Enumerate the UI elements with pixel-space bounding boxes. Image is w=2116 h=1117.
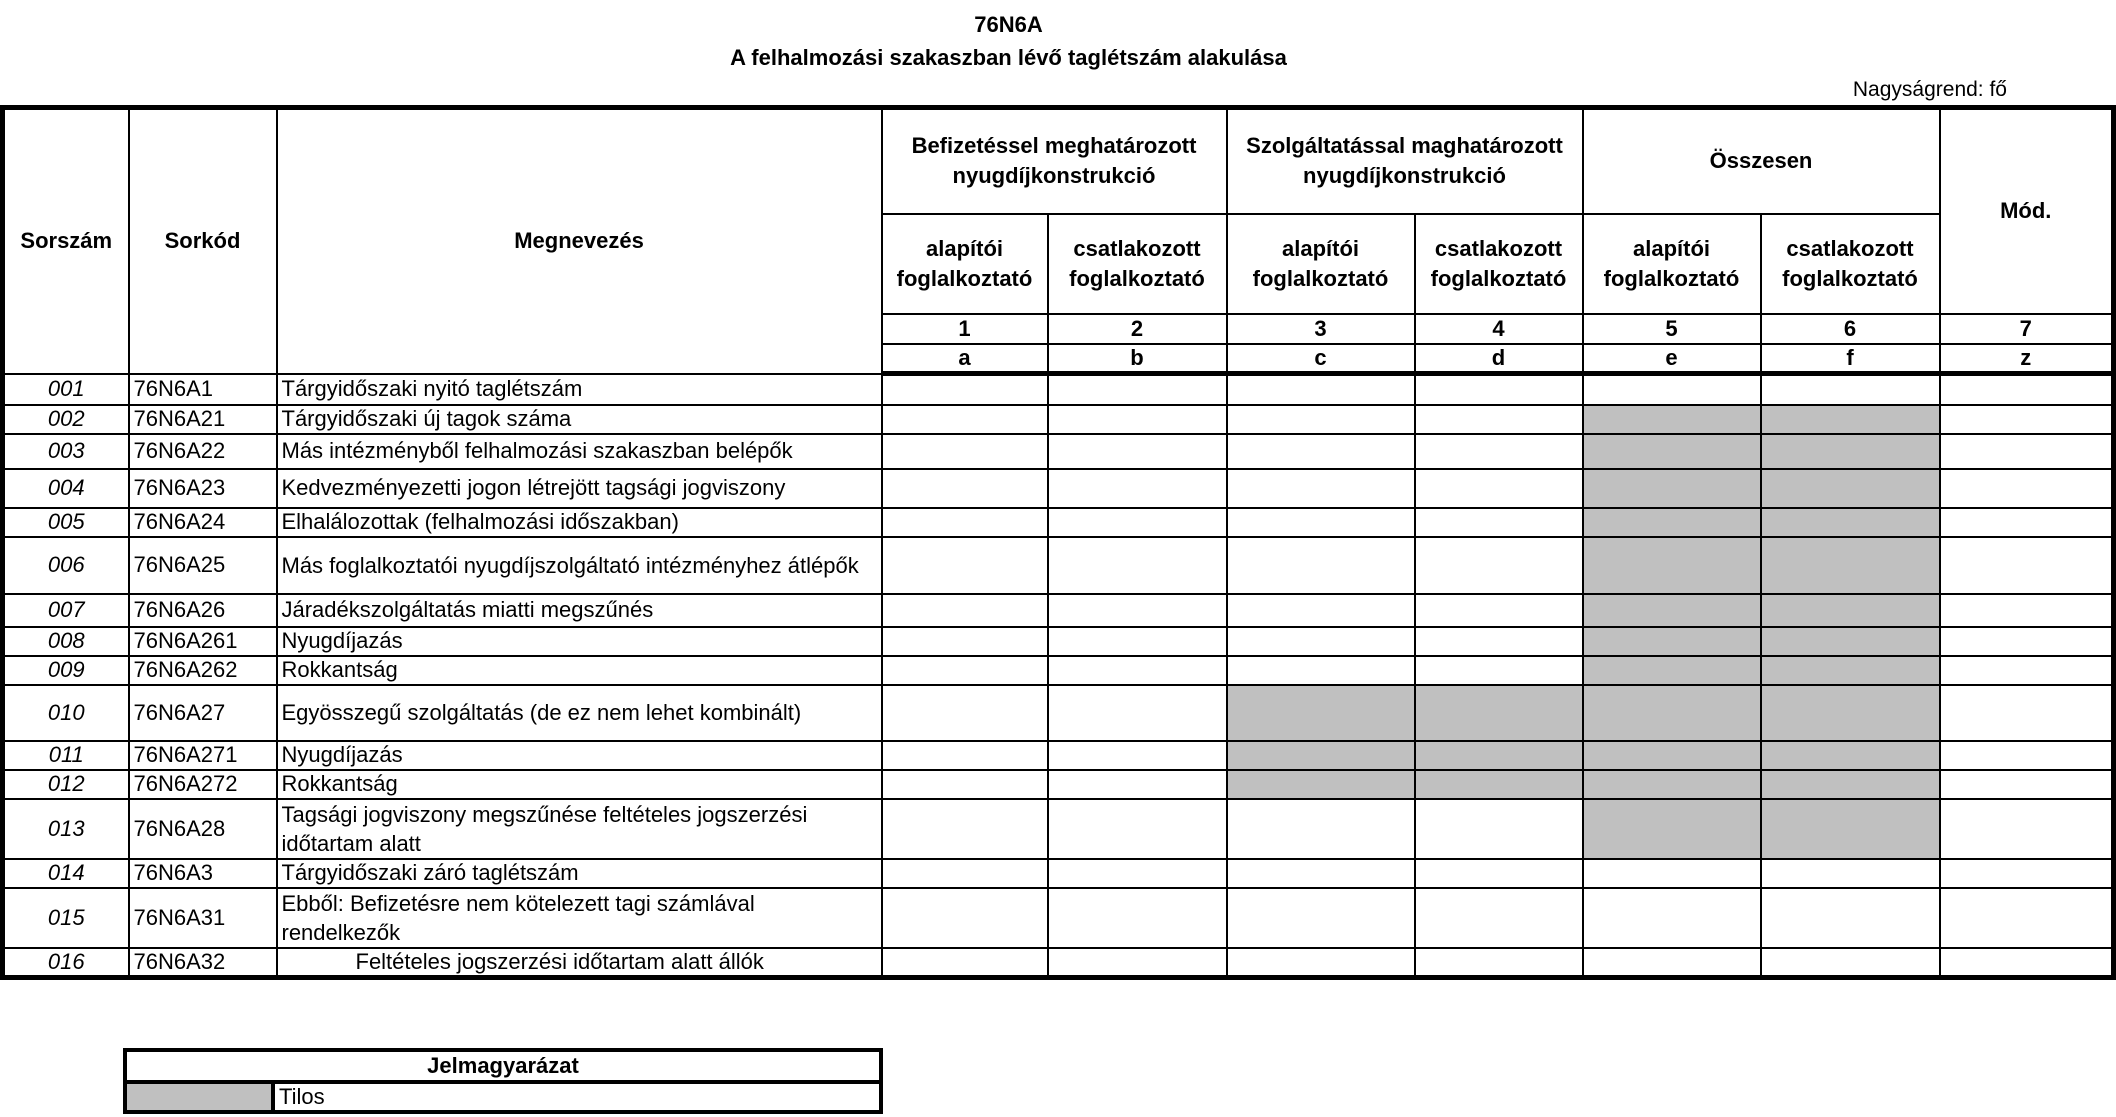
data-cell-a[interactable] — [882, 405, 1048, 434]
unit-label: Nagyságrend: fő — [1852, 78, 2007, 101]
col-sub-alapitoi-2: alapítói foglalkoztató — [1227, 214, 1415, 314]
data-cell-b[interactable] — [1048, 594, 1227, 627]
row-megnevezes: Kedvezményezetti jogon létrejött tagsági jogviszony — [277, 469, 882, 508]
data-cell-b[interactable] — [1048, 656, 1227, 685]
data-cell-c[interactable] — [1227, 537, 1415, 594]
data-cell-d[interactable] — [1415, 770, 1583, 799]
row-sorkod: 76N6A28 — [129, 799, 277, 859]
row-sorszam: 004 — [3, 469, 129, 508]
data-cell-e[interactable] — [1583, 537, 1761, 594]
row-sorkod: 76N6A31 — [129, 888, 277, 948]
data-cell-b[interactable] — [1048, 405, 1227, 434]
legend-title: Jelmagyarázat — [125, 1050, 881, 1082]
data-cell-a[interactable] — [882, 799, 1048, 859]
data-cell-c[interactable] — [1227, 594, 1415, 627]
data-cell-c[interactable] — [1227, 859, 1415, 888]
table-row — [3, 374, 2114, 405]
row-sorszam: 006 — [3, 537, 129, 594]
data-cell-f[interactable] — [1761, 770, 1940, 799]
data-cell-z[interactable] — [1940, 799, 2114, 859]
col-number: 2 — [1048, 314, 1227, 344]
row-sorszam: 002 — [3, 405, 129, 434]
row-sorkod: 76N6A271 — [129, 741, 277, 770]
data-cell-c[interactable] — [1227, 508, 1415, 537]
data-cell-f[interactable] — [1761, 741, 1940, 770]
data-cell-f[interactable] — [1761, 374, 1940, 405]
data-cell-a[interactable] — [882, 888, 1048, 948]
row-sorkod: 76N6A1 — [129, 374, 277, 405]
report-code: 76N6A — [974, 12, 1043, 37]
row-sorszam: 010 — [3, 685, 129, 741]
col-sub-csatlakozott-2: csatlakozott foglalkoztató — [1415, 214, 1583, 314]
data-cell-c[interactable] — [1227, 374, 1415, 405]
data-cell-a[interactable] — [882, 948, 1048, 978]
data-cell-e[interactable] — [1583, 434, 1761, 469]
table-row — [3, 799, 2114, 859]
data-cell-z[interactable] — [1940, 948, 2114, 978]
row-sorkod: 76N6A32 — [129, 948, 277, 978]
row-megnevezes: Járadékszolgáltatás miatti megszűnés — [277, 594, 882, 627]
row-sorszam: 011 — [3, 741, 129, 770]
col-header-megnevezes: Megnevezés — [277, 108, 882, 374]
data-cell-f[interactable] — [1761, 469, 1940, 508]
col-letter: f — [1761, 344, 1940, 374]
row-megnevezes: Tárgyidőszaki záró taglétszám — [277, 859, 882, 888]
data-cell-a[interactable] — [882, 656, 1048, 685]
col-letter: a — [882, 344, 1048, 374]
row-megnevezes: Rokkantság — [277, 656, 882, 685]
col-number: 5 — [1583, 314, 1761, 344]
table-row — [3, 434, 2114, 469]
col-number: 7 — [1940, 314, 2114, 344]
data-cell-a[interactable] — [882, 537, 1048, 594]
row-sorkod: 76N6A22 — [129, 434, 277, 469]
data-cell-d[interactable] — [1415, 508, 1583, 537]
table-row — [3, 859, 2114, 888]
table-row — [3, 948, 2114, 978]
data-cell-b[interactable] — [1048, 434, 1227, 469]
data-cell-d[interactable] — [1415, 374, 1583, 405]
col-sub-alapitoi-1: alapítói foglalkoztató — [882, 214, 1048, 314]
data-table — [0, 105, 2116, 980]
data-cell-e[interactable] — [1583, 859, 1761, 888]
col-header-sorkod: Sorkód — [129, 108, 277, 374]
data-cell-b[interactable] — [1048, 741, 1227, 770]
data-cell-d[interactable] — [1415, 434, 1583, 469]
data-cell-d[interactable] — [1415, 594, 1583, 627]
data-cell-a[interactable] — [882, 685, 1048, 741]
data-cell-f[interactable] — [1761, 594, 1940, 627]
row-sorszam: 009 — [3, 656, 129, 685]
data-cell-d[interactable] — [1415, 469, 1583, 508]
row-sorszam: 012 — [3, 770, 129, 799]
legend-table — [123, 1048, 883, 1114]
data-cell-b[interactable] — [1048, 627, 1227, 656]
col-number: 6 — [1761, 314, 1940, 344]
data-cell-d[interactable] — [1415, 537, 1583, 594]
data-cell-z[interactable] — [1940, 469, 2114, 508]
data-cell-f[interactable] — [1761, 685, 1940, 741]
col-letter: z — [1940, 344, 2114, 374]
data-cell-z[interactable] — [1940, 508, 2114, 537]
data-cell-d[interactable] — [1415, 685, 1583, 741]
table-row — [3, 469, 2114, 508]
table-row — [3, 770, 2114, 799]
data-cell-z[interactable] — [1940, 434, 2114, 469]
row-megnevezes: Egyösszegű szolgáltatás (de ez nem lehet kombinált) — [277, 685, 882, 741]
data-cell-e[interactable] — [1583, 656, 1761, 685]
data-cell-d[interactable] — [1415, 799, 1583, 859]
row-megnevezes: Tagsági jogviszony megszűnése feltételes jogszerzési időtartam alatt — [277, 799, 882, 859]
data-cell-a[interactable] — [882, 508, 1048, 537]
data-cell-c[interactable] — [1227, 770, 1415, 799]
row-sorszam: 015 — [3, 888, 129, 948]
data-cell-e[interactable] — [1583, 770, 1761, 799]
row-megnevezes: Rokkantság — [277, 770, 882, 799]
row-sorszam: 001 — [3, 374, 129, 405]
data-cell-f[interactable] — [1761, 405, 1940, 434]
row-sorkod: 76N6A261 — [129, 627, 277, 656]
col-letter: c — [1227, 344, 1415, 374]
col-sub-csatlakozott-3: csatlakozott foglalkoztató — [1761, 214, 1940, 314]
data-cell-e[interactable] — [1583, 508, 1761, 537]
col-letter: b — [1048, 344, 1227, 374]
data-cell-f[interactable] — [1761, 537, 1940, 594]
data-cell-c[interactable] — [1227, 888, 1415, 948]
row-sorkod: 76N6A26 — [129, 594, 277, 627]
row-sorszam: 013 — [3, 799, 129, 859]
data-cell-a[interactable] — [882, 434, 1048, 469]
data-cell-f[interactable] — [1761, 888, 1940, 948]
table-row — [3, 888, 2114, 948]
row-sorkod: 76N6A262 — [129, 656, 277, 685]
data-cell-e[interactable] — [1583, 627, 1761, 656]
col-number: 3 — [1227, 314, 1415, 344]
table-row — [3, 627, 2114, 656]
table-row — [3, 405, 2114, 434]
report-title: A felhalmozási szakaszban lévő taglétszám alakulása — [730, 45, 1287, 70]
data-cell-f[interactable] — [1761, 948, 1940, 978]
data-cell-c[interactable] — [1227, 656, 1415, 685]
data-cell-b[interactable] — [1048, 770, 1227, 799]
data-cell-z[interactable] — [1940, 594, 2114, 627]
col-number: 1 — [882, 314, 1048, 344]
data-cell-e[interactable] — [1583, 741, 1761, 770]
data-cell-d[interactable] — [1415, 656, 1583, 685]
data-cell-c[interactable] — [1227, 434, 1415, 469]
row-sorszam: 014 — [3, 859, 129, 888]
data-cell-e[interactable] — [1583, 799, 1761, 859]
row-sorkod: 76N6A3 — [129, 859, 277, 888]
table-row — [3, 741, 2114, 770]
row-sorszam: 005 — [3, 508, 129, 537]
data-cell-e[interactable] — [1583, 594, 1761, 627]
table-row — [3, 594, 2114, 627]
data-cell-e[interactable] — [1583, 374, 1761, 405]
data-cell-z[interactable] — [1940, 656, 2114, 685]
data-cell-c[interactable] — [1227, 405, 1415, 434]
data-cell-f[interactable] — [1761, 627, 1940, 656]
col-group-befizetessel: Befizetéssel meghatározott nyugdíjkonstrukció — [882, 108, 1227, 214]
table-row — [3, 537, 2114, 594]
data-cell-z[interactable] — [1940, 405, 2114, 434]
col-number: 4 — [1415, 314, 1583, 344]
row-sorkod: 76N6A23 — [129, 469, 277, 508]
data-cell-d[interactable] — [1415, 859, 1583, 888]
data-cell-f[interactable] — [1761, 434, 1940, 469]
data-cell-a[interactable] — [882, 627, 1048, 656]
data-cell-b[interactable] — [1048, 508, 1227, 537]
data-cell-z[interactable] — [1940, 374, 2114, 405]
table-row — [3, 656, 2114, 685]
data-cell-z[interactable] — [1940, 888, 2114, 948]
data-cell-z[interactable] — [1940, 537, 2114, 594]
data-cell-z[interactable] — [1940, 770, 2114, 799]
data-cell-e[interactable] — [1583, 405, 1761, 434]
col-group-szolgaltatassal: Szolgáltatással maghatározott nyugdíjkonstrukció — [1227, 108, 1583, 214]
col-group-osszesen: Összesen — [1583, 108, 1940, 214]
col-header-mod: Mód. — [1940, 108, 2114, 314]
row-megnevezes: Feltételes jogszerzési időtartam alatt állók — [277, 948, 882, 978]
data-cell-c[interactable] — [1227, 685, 1415, 741]
data-cell-z[interactable] — [1940, 627, 2114, 656]
data-cell-a[interactable] — [882, 859, 1048, 888]
row-sorszam: 008 — [3, 627, 129, 656]
legend-gray-swatch — [125, 1082, 273, 1112]
data-cell-e[interactable] — [1583, 469, 1761, 508]
data-cell-b[interactable] — [1048, 685, 1227, 741]
col-sub-csatlakozott-1: csatlakozott foglalkoztató — [1048, 214, 1227, 314]
data-cell-e[interactable] — [1583, 888, 1761, 948]
row-megnevezes: Nyugdíjazás — [277, 627, 882, 656]
data-cell-b[interactable] — [1048, 799, 1227, 859]
data-cell-a[interactable] — [882, 741, 1048, 770]
legend-gray-label: Tilos — [273, 1082, 881, 1112]
row-sorkod: 76N6A21 — [129, 405, 277, 434]
data-cell-f[interactable] — [1761, 859, 1940, 888]
data-cell-d[interactable] — [1415, 627, 1583, 656]
data-cell-c[interactable] — [1227, 469, 1415, 508]
data-cell-b[interactable] — [1048, 888, 1227, 948]
col-letter: e — [1583, 344, 1761, 374]
row-sorkod: 76N6A272 — [129, 770, 277, 799]
table-row — [3, 508, 2114, 537]
row-sorkod: 76N6A24 — [129, 508, 277, 537]
data-cell-f[interactable] — [1761, 656, 1940, 685]
col-header-sorszam: Sorszám — [3, 108, 129, 374]
row-megnevezes: Más foglalkoztatói nyugdíjszolgáltató intézményhez átlépők — [277, 537, 882, 594]
data-cell-b[interactable] — [1048, 859, 1227, 888]
row-sorszam: 007 — [3, 594, 129, 627]
data-cell-c[interactable] — [1227, 627, 1415, 656]
data-cell-f[interactable] — [1761, 799, 1940, 859]
table-row — [3, 685, 2114, 741]
data-cell-b[interactable] — [1048, 374, 1227, 405]
data-cell-b[interactable] — [1048, 948, 1227, 978]
row-megnevezes: Tárgyidőszaki nyitó taglétszám — [277, 374, 882, 405]
data-cell-e[interactable] — [1583, 685, 1761, 741]
data-cell-a[interactable] — [882, 594, 1048, 627]
row-sorszam: 016 — [3, 948, 129, 978]
row-megnevezes: Tárgyidőszaki új tagok száma — [277, 405, 882, 434]
data-cell-z[interactable] — [1940, 685, 2114, 741]
data-cell-d[interactable] — [1415, 741, 1583, 770]
row-sorkod: 76N6A25 — [129, 537, 277, 594]
data-cell-a[interactable] — [882, 770, 1048, 799]
data-cell-d[interactable] — [1415, 405, 1583, 434]
col-sub-alapitoi-3: alapítói foglalkoztató — [1583, 214, 1761, 314]
row-megnevezes: Ebből: Befizetésre nem kötelezett tagi számlával rendelkezők — [277, 888, 882, 948]
data-cell-a[interactable] — [882, 469, 1048, 508]
data-cell-d[interactable] — [1415, 888, 1583, 948]
data-cell-c[interactable] — [1227, 948, 1415, 978]
data-cell-c[interactable] — [1227, 799, 1415, 859]
data-cell-f[interactable] — [1761, 508, 1940, 537]
data-cell-z[interactable] — [1940, 741, 2114, 770]
data-cell-b[interactable] — [1048, 537, 1227, 594]
data-cell-b[interactable] — [1048, 469, 1227, 508]
data-cell-a[interactable] — [882, 374, 1048, 405]
data-cell-c[interactable] — [1227, 741, 1415, 770]
data-cell-e[interactable] — [1583, 948, 1761, 978]
row-megnevezes: Nyugdíjazás — [277, 741, 882, 770]
row-sorkod: 76N6A27 — [129, 685, 277, 741]
row-sorszam: 003 — [3, 434, 129, 469]
row-megnevezes: Más intézményből felhalmozási szakaszban belépők — [277, 434, 882, 469]
col-letter: d — [1415, 344, 1583, 374]
row-megnevezes: Elhalálozottak (felhalmozási időszakban) — [277, 508, 882, 537]
data-cell-z[interactable] — [1940, 859, 2114, 888]
data-cell-d[interactable] — [1415, 948, 1583, 978]
